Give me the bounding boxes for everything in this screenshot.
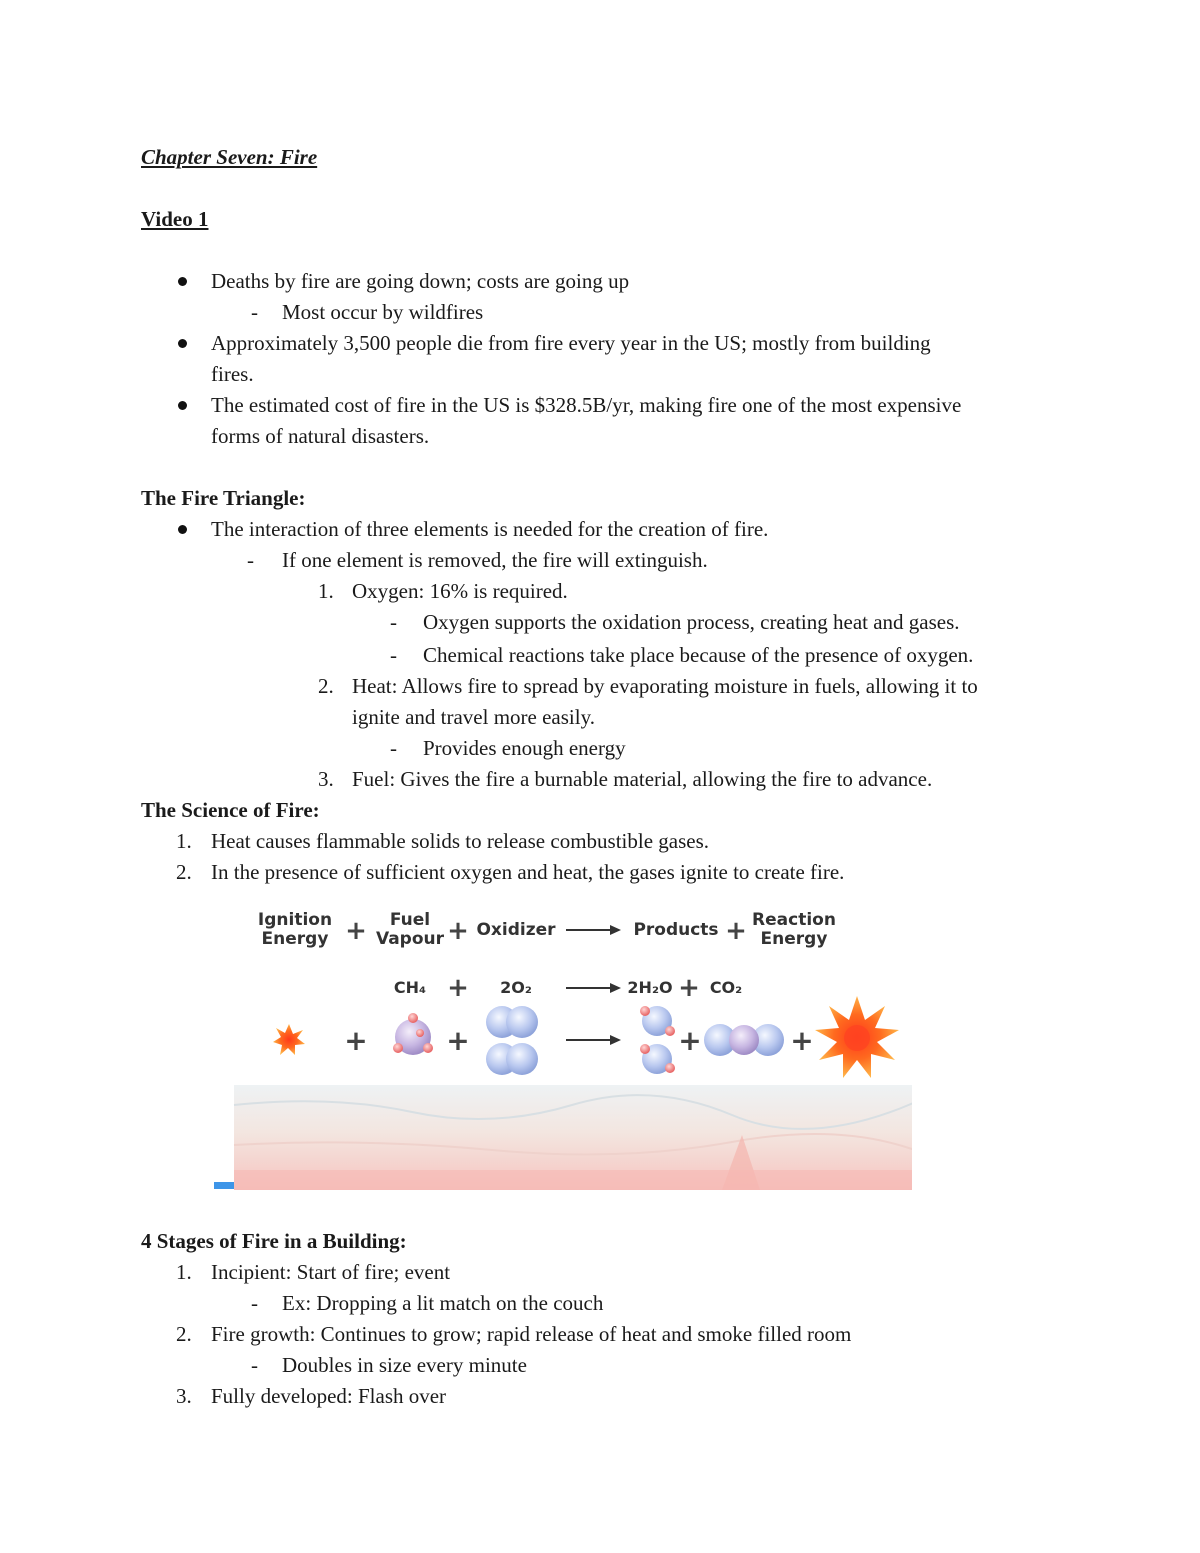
fuel-label: Vapour [375,929,445,949]
dash-marker: - [251,1353,258,1377]
oxidizer-label: Oxidizer [476,920,556,940]
arrow-icon [566,1035,621,1045]
carbon-dioxide-molecule-icon [704,1024,784,1056]
oxygen-molecules-icon [486,1006,538,1075]
list-item: Heat causes flammable solids to release combustible gases. [211,829,710,853]
list-item-continuation: fires. [211,362,254,386]
list-item: The interaction of three elements is needed for the creation of fire. [211,517,769,541]
number-marker: 2. [318,674,334,698]
video1-heading: Video 1 [141,207,209,231]
dash-marker: - [251,1291,258,1315]
list-item: Fuel: Gives the fire a burnable material, allowing the fire to advance. [352,767,933,791]
plus-sign: + [447,916,469,946]
bullet-icon [178,525,187,534]
list-item: Heat: Allows fire to spread by evaporating moisture in fuels, allowing it to [352,674,978,698]
number-marker: 2. [176,860,192,884]
number-marker: 2. [176,1322,192,1346]
number-marker: 1. [176,829,192,853]
list-item: Approximately 3,500 people die from fire every year in the US; mostly from building [211,331,931,355]
o2-formula: 2O₂ [500,978,532,997]
h2o-formula: 2H₂O [627,978,673,997]
co2-formula: CO₂ [709,978,743,997]
ignition-label: Energy [261,929,329,949]
arrow-icon [566,925,621,935]
plus-sign: + [790,1024,814,1057]
list-item: Fire growth: Continues to grow; rapid release of heat and smoke filled room [211,1322,852,1346]
reaction-label: Energy [760,929,828,949]
list-item-continuation: ignite and travel more easily. [352,705,595,729]
number-marker: 1. [176,1260,192,1284]
ignition-spark-icon [273,1024,305,1055]
stages-heading: 4 Stages of Fire in a Building: [141,1229,407,1253]
list-item-continuation: forms of natural disasters. [211,424,430,448]
bullet-icon [178,401,187,410]
list-item: In the presence of sufficient oxygen and heat, the gases ignite to create fire. [211,860,845,884]
bullet-icon [178,277,187,286]
list-item: The estimated cost of fire in the US is $328.5B/yr, making fire one of the most expensive [211,393,962,417]
dash-marker: - [390,736,397,760]
methane-molecule-icon [393,1013,433,1055]
list-item: Doubles in size every minute [282,1353,527,1377]
plus-sign: + [345,916,367,946]
page-title: Chapter Seven: Fire [141,145,318,169]
list-item: Chemical reactions take place because of the presence of oxygen. [423,643,974,667]
reaction-energy-burst-icon [815,996,899,1078]
plus-sign: + [447,973,469,1003]
reaction-label: Reaction [752,910,836,930]
dash-marker: - [390,610,397,634]
list-item: Oxygen: 16% is required. [352,579,568,603]
dash-marker: - [390,643,397,667]
plus-sign: + [344,1024,368,1057]
plus-sign: + [446,1024,470,1057]
fire-triangle-heading: The Fire Triangle: [141,486,306,510]
list-item: Oxygen supports the oxidation process, creating heat and gases. [423,610,960,634]
list-item: Deaths by fire are going down; costs are going up [211,269,630,293]
list-item: If one element is removed, the fire will extinguish. [282,548,708,572]
dash-marker: - [251,300,258,324]
list-item: Ex: Dropping a lit match on the couch [282,1291,604,1315]
blue-marker [214,1182,234,1189]
number-marker: 1. [318,579,334,603]
ignition-label: Ignition [257,910,333,930]
number-marker: 3. [176,1384,192,1408]
dash-marker: - [247,548,254,572]
plus-sign: + [725,916,747,946]
number-marker: 3. [318,767,334,791]
list-item: Fully developed: Flash over [211,1384,447,1408]
products-label: Products [633,920,719,940]
ch4-formula: CH₄ [393,978,427,997]
combustion-reaction-figure [212,900,912,1200]
water-molecules-icon [640,1006,675,1074]
arrow-icon [566,983,621,993]
list-item: Provides enough energy [423,736,626,760]
plus-sign: + [678,1024,702,1057]
science-heading: The Science of Fire: [141,798,320,822]
plus-sign: + [678,973,700,1003]
fuel-label: Fuel [389,910,431,930]
list-item: Incipient: Start of fire; event [211,1260,451,1284]
background-map-image [234,1085,912,1190]
bullet-icon [178,339,187,348]
list-item: Most occur by wildfires [282,300,484,324]
